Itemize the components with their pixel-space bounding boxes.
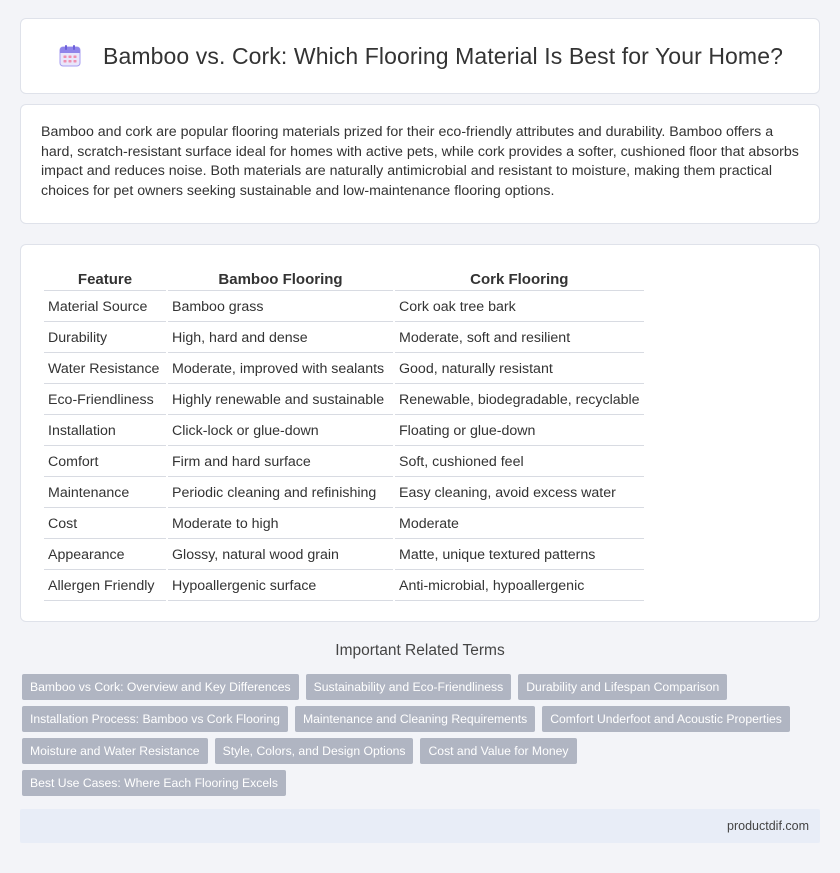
bamboo-cell: Moderate to high — [168, 510, 393, 539]
header-card — [20, 18, 820, 94]
table-row — [44, 448, 644, 477]
cork-cell: Matte, unique textured patterns — [395, 541, 644, 570]
bamboo-cell: Firm and hard surface — [168, 448, 393, 477]
feature-cell: Eco-Friendliness — [44, 386, 166, 415]
related-terms-list — [22, 674, 802, 796]
related-term-tag[interactable]: Moisture and Water Resistance — [22, 738, 208, 764]
bamboo-cell: High, hard and dense — [168, 324, 393, 353]
table-row — [44, 293, 644, 322]
table-header-row — [44, 267, 644, 291]
cork-cell: Floating or glue-down — [395, 417, 644, 446]
table-row — [44, 417, 644, 446]
related-term-tag[interactable]: Comfort Underfoot and Acoustic Properties — [542, 706, 790, 732]
comparison-table — [42, 265, 646, 603]
calendar-icon — [57, 43, 83, 69]
cork-cell: Moderate, soft and resilient — [395, 324, 644, 353]
table-row — [44, 510, 644, 539]
table-row — [44, 541, 644, 570]
table-row — [44, 479, 644, 508]
cork-cell: Cork oak tree bark — [395, 293, 644, 322]
feature-cell: Cost — [44, 510, 166, 539]
related-term-tag[interactable]: Style, Colors, and Design Options — [215, 738, 414, 764]
page-title: Bamboo vs. Cork: Which Flooring Material Is Best for Your Home? — [103, 42, 783, 69]
bamboo-cell: Hypoallergenic surface — [168, 572, 393, 601]
related-term-tag[interactable]: Sustainability and Eco-Friendliness — [306, 674, 512, 700]
feature-cell: Material Source — [44, 293, 166, 322]
related-term-tag[interactable]: Best Use Cases: Where Each Flooring Excels — [22, 770, 286, 796]
comparison-table-card — [20, 244, 820, 622]
cork-cell: Good, naturally resistant — [395, 355, 644, 384]
feature-cell: Installation — [44, 417, 166, 446]
bamboo-cell: Moderate, improved with sealants — [168, 355, 393, 384]
bamboo-cell: Highly renewable and sustainable — [168, 386, 393, 415]
feature-cell: Water Resistance — [44, 355, 166, 384]
cork-cell: Soft, cushioned feel — [395, 448, 644, 477]
bamboo-cell: Click-lock or glue-down — [168, 417, 393, 446]
table-row — [44, 572, 644, 601]
bamboo-cell: Bamboo grass — [168, 293, 393, 322]
cork-cell: Renewable, biodegradable, recyclable — [395, 386, 644, 415]
cork-cell: Anti-microbial, hypoallergenic — [395, 572, 644, 601]
related-terms-heading: Important Related Terms — [335, 642, 505, 659]
footer-site-link[interactable]: productdif.com — [727, 819, 809, 833]
related-term-tag[interactable]: Cost and Value for Money — [420, 738, 576, 764]
cork-cell: Easy cleaning, avoid excess water — [395, 479, 644, 508]
bamboo-cell: Glossy, natural wood grain — [168, 541, 393, 570]
intro-paragraph: Bamboo and cork are popular flooring materials prized for their eco-friendly attributes and durability. Bamboo offers a hard, scratch-resistant surface ideal for homes with active pets, while cork provides a softer, cushioned floor that absorbs impact and reduces noise. Both materials are naturally antimicrobial and resistant to moisture, making them practical choices for pet owners seeking sustainable and low-maintenance flooring options. — [41, 124, 799, 199]
column-header-cork: Cork Flooring — [395, 267, 644, 291]
related-term-tag[interactable]: Durability and Lifespan Comparison — [518, 674, 727, 700]
table-row — [44, 324, 644, 353]
related-term-tag[interactable]: Bamboo vs Cork: Overview and Key Differences — [22, 674, 299, 700]
feature-cell: Appearance — [44, 541, 166, 570]
column-header-feature: Feature — [44, 267, 166, 291]
feature-cell: Maintenance — [44, 479, 166, 508]
feature-cell: Durability — [44, 324, 166, 353]
feature-cell: Comfort — [44, 448, 166, 477]
table-row — [44, 355, 644, 384]
column-header-bamboo: Bamboo Flooring — [168, 267, 393, 291]
cork-cell: Moderate — [395, 510, 644, 539]
intro-card — [20, 104, 820, 224]
table-row — [44, 386, 644, 415]
related-term-tag[interactable]: Maintenance and Cleaning Requirements — [295, 706, 535, 732]
related-term-tag[interactable]: Installation Process: Bamboo vs Cork Flooring — [22, 706, 288, 732]
header — [57, 43, 783, 70]
feature-cell: Allergen Friendly — [44, 572, 166, 601]
bamboo-cell: Periodic cleaning and refinishing — [168, 479, 393, 508]
footer — [20, 809, 820, 843]
